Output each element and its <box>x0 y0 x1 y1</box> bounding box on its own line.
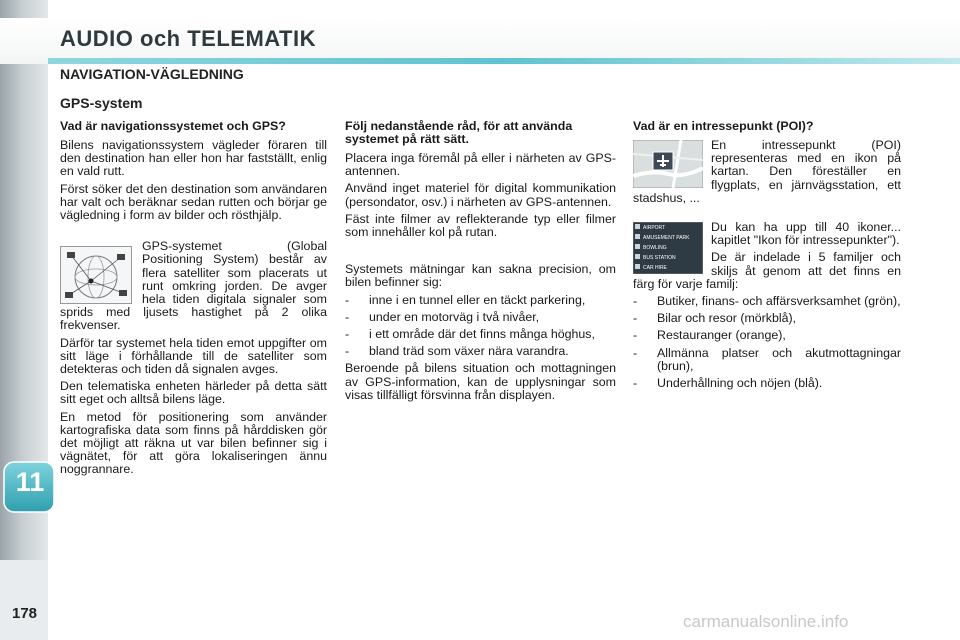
column-2 <box>345 120 616 406</box>
poi-list-item: BUS STATION <box>643 255 676 262</box>
poi-list-item: BOWLING <box>643 245 667 252</box>
page-sidebar-lower <box>0 560 48 640</box>
col2-paragraph-2: Använd inget materiel för digital kommunikation (persondator, osv.) i närheten av GPS-antennen. <box>345 181 616 209</box>
poi-list-image <box>633 222 703 274</box>
list-item: - i ett område där det finns många höghus, <box>345 327 595 342</box>
header-accent-line <box>48 58 960 64</box>
watermark: carmanualsonline.info <box>683 612 849 631</box>
col2-heading: Följ nedanstående råd, för att använda systemet på rätt sätt. <box>345 119 573 146</box>
poi-list-item: AMUSEMENT PARK <box>643 235 690 242</box>
poi-list-block <box>633 221 901 291</box>
list-item: - Restauranger (orange), <box>633 328 786 343</box>
col3-paragraph-1: En intressepunkt (POI) representeras med en ikon på kartan. Den föreställer en flygplats, en järnvägsstation, ett stadshus, ... <box>633 138 901 205</box>
col3-heading: Vad är en intressepunkt (POI)? <box>633 119 814 133</box>
list-item: - Underhållning och nöjen (blå). <box>633 376 823 391</box>
col1-paragraph-3: GPS-systemet (Global Positioning System) består av flera satelliter som placerats ut runt omkring jorden. De avger hela tiden digitala signaler som sprids med ljusets hastighet på 2 olika frekvenser. <box>60 239 327 333</box>
col2-paragraph-3: Fäst inte filmer av reflekterande typ eller filmer som innehåller kol på rutan. <box>345 211 616 240</box>
list-item: - Bilar och resor (mörkblå), <box>633 311 797 326</box>
col3-paragraph-3: De är indelade i 5 familjer och skiljs åt genom att det finns en färg för varje familj: <box>633 250 901 291</box>
subsection-title: GPS-system <box>60 95 143 111</box>
list-item: - bland träd som växer nära varandra. <box>345 344 569 359</box>
chapter-number: 11 <box>15 467 45 497</box>
page-title: AUDIO och TELEMATIK <box>60 26 316 51</box>
col2-paragraph-5: Beroende på bilens situation och mottagningen av GPS-information, kan de upplysningar som visas tillfälligt försvinna från displayen. <box>345 361 616 402</box>
col1-heading: Vad är navigationssystemet och GPS? <box>60 119 286 133</box>
column-3 <box>633 120 901 394</box>
gps-satellite-illustration <box>60 246 132 304</box>
col1-paragraph-6: En metod för positionering som använder kartografiska data som finns på hårddisken gör det möjligt att räkna ut var bilen befinner sig i vägnätet, för att göra lokaliseringen ännu noggrannare. <box>60 409 327 477</box>
section-title: NAVIGATION-VÄGLEDNING <box>60 66 244 82</box>
poi-list-item: CAR HIRE <box>643 265 667 272</box>
poi-list-item: AIRPORT <box>643 225 666 232</box>
list-item: - under en motorväg i två nivåer, <box>345 309 540 324</box>
poi-map-image <box>633 140 703 188</box>
col1-paragraph-5: Den telematiska enheten härleder på detta sätt sitt eget och alltså bilens läge. <box>60 379 327 407</box>
list-item: - inne i en tunnel eller en täckt parkering, <box>345 292 586 307</box>
col1-paragraph-4: Därför tar systemet hela tiden emot uppgifter om sitt läge i förhållande till de satelliter som detekteras och tiden då signalen avges. <box>60 335 327 377</box>
col1-paragraph-2: Först söker det den destination som användaren har valt och beräknar sedan rutten och börjar ge vägledning i form av bilder och rösthjälp. <box>60 181 327 223</box>
list-item: - Allmänna platser och akutmottagningar (brun), <box>633 345 901 373</box>
page-number: 178 <box>12 605 38 622</box>
col1-paragraph-1: Bilens navigationssystem vägleder föraren till den destination han eller hon har fastställt, enlig en vald rutt. <box>60 138 327 179</box>
list-item: - Butiker, finans- och affärsverksamhet (grön), <box>633 294 901 309</box>
col3-paragraph-2: Du kan ha upp till 40 ikoner... kapitlet "Ikon för intressepunkter"). <box>711 220 901 248</box>
col2-paragraph-1: Placera inga föremål på eller i närheten av GPS-antennen. <box>345 151 616 179</box>
poi-map-block <box>633 139 901 205</box>
column-1 <box>60 120 327 481</box>
page-sidebar <box>0 0 48 640</box>
col2-paragraph-4: Systemets mätningar kan sakna precision, om bilen befinner sig: <box>345 262 616 290</box>
